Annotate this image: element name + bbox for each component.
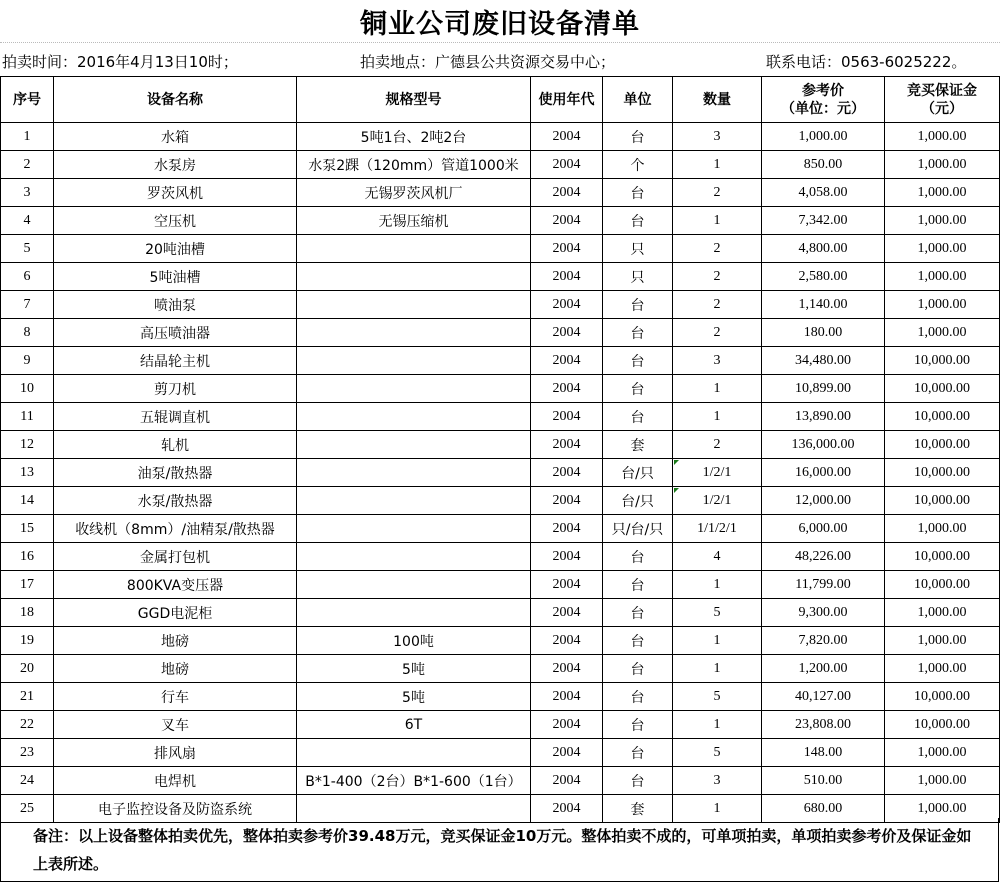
cell-spec[interactable]: 水泵2踝（120mm）管道1000米 [297,151,531,179]
cell-price[interactable]: 10,899.00 [762,375,885,403]
cell-spec[interactable]: 100吨 [297,627,531,655]
cell-price[interactable]: 9,300.00 [762,599,885,627]
cell-price[interactable]: 1,140.00 [762,291,885,319]
cell-name[interactable]: 电子监控设备及防盗系统 [54,795,297,823]
cell-qty[interactable]: 1 [673,795,762,823]
cell-name[interactable]: 地磅 [54,627,297,655]
cell-qty[interactable]: 2 [673,291,762,319]
cell-qty[interactable]: 4 [673,543,762,571]
cell-name[interactable]: 水箱 [54,123,297,151]
cell-spec[interactable] [297,403,531,431]
cell-seq[interactable]: 8 [1,319,54,347]
table-row [1,179,1000,207]
cell-spec[interactable]: 5吨1台、2吨2台 [297,123,531,151]
cell-seq[interactable]: 15 [1,515,54,543]
cell-year[interactable]: 2004 [531,487,603,515]
cell-spec[interactable]: 5吨 [297,655,531,683]
cell-seq[interactable]: 10 [1,375,54,403]
cell-deposit[interactable]: 1,000.00 [885,627,1000,655]
cell-unit[interactable]: 只/台/只 [603,515,673,543]
header-price-line2: （单位：元） [781,100,865,117]
cell-deposit[interactable]: 1,000.00 [885,515,1000,543]
cell-unit[interactable]: 台 [603,683,673,711]
contact-phone: 联系电话：0563-6025222。 [766,53,967,71]
cell-qty[interactable]: 2 [673,319,762,347]
cell-unit[interactable]: 台 [603,347,673,375]
cell-deposit[interactable]: 1,000.00 [885,767,1000,795]
cell-spec[interactable] [297,291,531,319]
cell-qty[interactable]: 1 [673,151,762,179]
cell-unit[interactable]: 台/只 [603,487,673,515]
cell-deposit[interactable]: 1,000.00 [885,319,1000,347]
header-price[interactable] [762,77,885,123]
cell-qty[interactable]: 5 [673,683,762,711]
table-row [1,767,1000,795]
header-spec[interactable]: 规格型号 [297,77,531,123]
cell-seq[interactable]: 24 [1,767,54,795]
table-row [1,683,1000,711]
cell-deposit[interactable]: 1,000.00 [885,291,1000,319]
cell-deposit[interactable]: 10,000.00 [885,403,1000,431]
cell-year[interactable]: 2004 [531,375,603,403]
cell-qty[interactable]: 1 [673,375,762,403]
cell-seq[interactable]: 21 [1,683,54,711]
table-row [1,543,1000,571]
cell-unit[interactable]: 台/只 [603,459,673,487]
cell-qty[interactable]: 1/2/1 [673,459,762,487]
cell-seq[interactable]: 4 [1,207,54,235]
cell-year[interactable]: 2004 [531,543,603,571]
header-name[interactable]: 设备名称 [54,77,297,123]
table-row [1,515,1000,543]
cell-price[interactable]: 6,000.00 [762,515,885,543]
cell-unit[interactable]: 套 [603,795,673,823]
cell-price[interactable]: 23,808.00 [762,711,885,739]
cell-deposit[interactable]: 1,000.00 [885,151,1000,179]
cell-name[interactable]: 收线机（8mm）/油精泵/散热器 [54,515,297,543]
cell-unit[interactable]: 只 [603,263,673,291]
cell-unit[interactable]: 台 [603,179,673,207]
header-deposit-line2: （元） [921,100,963,117]
cell-year[interactable]: 2004 [531,795,603,823]
cell-spec[interactable] [297,375,531,403]
cell-year[interactable]: 2004 [531,347,603,375]
header-row [1,77,1000,123]
cell-qty[interactable]: 1 [673,207,762,235]
cell-seq[interactable]: 13 [1,459,54,487]
cell-name[interactable]: GGD电泥柜 [54,599,297,627]
cell-name[interactable]: 喷油泵 [54,291,297,319]
cell-qty[interactable]: 3 [673,767,762,795]
cell-year[interactable]: 2004 [531,767,603,795]
cell-price[interactable]: 4,058.00 [762,179,885,207]
cell-deposit[interactable]: 1,000.00 [885,655,1000,683]
equipment-table [0,76,1000,823]
table-row [1,599,1000,627]
table-row [1,459,1000,487]
cell-year[interactable]: 2004 [531,291,603,319]
cell-unit[interactable]: 台 [603,319,673,347]
cell-year[interactable]: 2004 [531,123,603,151]
cell-price[interactable]: 16,000.00 [762,459,885,487]
cell-seq[interactable]: 25 [1,795,54,823]
cell-deposit[interactable]: 10,000.00 [885,347,1000,375]
cell-seq[interactable]: 16 [1,543,54,571]
table-body [1,123,1000,823]
cell-seq[interactable]: 9 [1,347,54,375]
cell-qty[interactable]: 2 [673,431,762,459]
cell-name[interactable]: 结晶轮主机 [54,347,297,375]
cell-spec[interactable] [297,347,531,375]
table-row [1,263,1000,291]
cell-unit[interactable]: 台 [603,655,673,683]
cell-seq[interactable]: 11 [1,403,54,431]
table-row [1,347,1000,375]
cell-deposit[interactable]: 1,000.00 [885,207,1000,235]
cell-deposit[interactable]: 1,000.00 [885,263,1000,291]
cell-deposit[interactable]: 10,000.00 [885,711,1000,739]
cell-spec[interactable] [297,487,531,515]
cell-price[interactable]: 2,580.00 [762,263,885,291]
cell-spec[interactable]: 5吨 [297,683,531,711]
cell-unit[interactable]: 台 [603,403,673,431]
cell-name[interactable]: 叉车 [54,711,297,739]
cell-name[interactable]: 水泵/散热器 [54,487,297,515]
cell-deposit[interactable]: 10,000.00 [885,683,1000,711]
cell-spec[interactable] [297,571,531,599]
page-title: 铜业公司废旧设备清单 [360,8,640,40]
cell-qty[interactable]: 1 [673,655,762,683]
cell-deposit[interactable]: 1,000.00 [885,795,1000,823]
cell-qty[interactable]: 5 [673,599,762,627]
cell-year[interactable]: 2004 [531,235,603,263]
cell-unit[interactable]: 台 [603,767,673,795]
table-row [1,151,1000,179]
cell-deposit[interactable]: 10,000.00 [885,571,1000,599]
cell-qty[interactable]: 5 [673,739,762,767]
cell-deposit[interactable]: 1,000.00 [885,739,1000,767]
header-year[interactable]: 使用年代 [531,77,603,123]
cell-spec[interactable] [297,599,531,627]
cell-price[interactable]: 1,200.00 [762,655,885,683]
cell-price[interactable]: 13,890.00 [762,403,885,431]
table-row [1,291,1000,319]
cell-deposit[interactable]: 1,000.00 [885,123,1000,151]
cell-deposit[interactable]: 1,000.00 [885,179,1000,207]
cell-spec[interactable]: 无锡罗茨风机厂 [297,179,531,207]
cell-year[interactable]: 2004 [531,263,603,291]
cell-price[interactable]: 136,000.00 [762,431,885,459]
cell-spec[interactable] [297,319,531,347]
cell-spec[interactable] [297,543,531,571]
cell-spec[interactable] [297,263,531,291]
table-row [1,711,1000,739]
table-row [1,319,1000,347]
cell-seq[interactable]: 22 [1,711,54,739]
cell-name[interactable]: 高压喷油器 [54,319,297,347]
cell-seq[interactable]: 18 [1,599,54,627]
cell-unit[interactable]: 台 [603,599,673,627]
cell-spec[interactable] [297,739,531,767]
cell-year[interactable]: 2004 [531,431,603,459]
cell-spec[interactable] [297,235,531,263]
cell-qty[interactable]: 3 [673,123,762,151]
cell-year[interactable]: 2004 [531,571,603,599]
header-qty[interactable]: 数量 [673,77,762,123]
table-row [1,739,1000,767]
header-deposit[interactable] [885,77,1000,123]
cell-spec[interactable] [297,515,531,543]
table-row [1,627,1000,655]
cell-deposit[interactable]: 10,000.00 [885,487,1000,515]
cell-qty[interactable]: 1/2/1 [673,487,762,515]
cell-price[interactable]: 12,000.00 [762,487,885,515]
cell-seq[interactable]: 6 [1,263,54,291]
auction-info-row [0,42,1000,77]
table-row [1,207,1000,235]
remarks-note[interactable]: 备注：以上设备整体拍卖优先，整体拍卖参考价39.48万元，竞买保证金10万元。整体拍卖不成的，可单项拍卖，单项拍卖参考价及保证金如上表所述。 [0,818,999,882]
cell-price[interactable]: 34,480.00 [762,347,885,375]
cell-name[interactable]: 金属打包机 [54,543,297,571]
table-row [1,655,1000,683]
cell-qty[interactable]: 1 [673,627,762,655]
cell-unit[interactable]: 套 [603,431,673,459]
cell-name[interactable]: 5吨油槽 [54,263,297,291]
cell-seq[interactable]: 17 [1,571,54,599]
cell-year[interactable]: 2004 [531,403,603,431]
cell-name[interactable]: 轧机 [54,431,297,459]
cell-name[interactable]: 行车 [54,683,297,711]
cell-name[interactable]: 排风扇 [54,739,297,767]
cell-seq[interactable]: 20 [1,655,54,683]
cell-name[interactable]: 800KVA变压器 [54,571,297,599]
cell-price[interactable]: 40,127.00 [762,683,885,711]
cell-year[interactable]: 2004 [531,179,603,207]
cell-year[interactable]: 2004 [531,599,603,627]
header-price-line1: 参考价 [802,82,844,99]
cell-deposit[interactable]: 1,000.00 [885,235,1000,263]
table-row [1,571,1000,599]
cell-seq[interactable]: 2 [1,151,54,179]
table-row [1,123,1000,151]
cell-year[interactable]: 2004 [531,459,603,487]
cell-name[interactable]: 罗茨风机 [54,179,297,207]
header-deposit-line1: 竞买保证金 [907,82,977,99]
cell-unit[interactable]: 台 [603,627,673,655]
cell-year[interactable]: 2004 [531,627,603,655]
cell-qty[interactable]: 3 [673,347,762,375]
cell-seq[interactable]: 7 [1,291,54,319]
cell-price[interactable]: 148.00 [762,739,885,767]
cell-year[interactable]: 2004 [531,655,603,683]
cell-seq[interactable]: 5 [1,235,54,263]
cell-year[interactable]: 2004 [531,151,603,179]
cell-seq[interactable]: 23 [1,739,54,767]
cell-price[interactable]: 850.00 [762,151,885,179]
cell-deposit[interactable]: 1,000.00 [885,599,1000,627]
cell-price[interactable]: 4,800.00 [762,235,885,263]
cell-qty[interactable]: 2 [673,179,762,207]
cell-name[interactable]: 20吨油槽 [54,235,297,263]
cell-name[interactable]: 水泵房 [54,151,297,179]
cell-spec[interactable] [297,459,531,487]
cell-year[interactable]: 2004 [531,207,603,235]
cell-spec[interactable]: 6T [297,711,531,739]
cell-qty[interactable]: 2 [673,263,762,291]
cell-deposit[interactable]: 10,000.00 [885,431,1000,459]
cell-qty[interactable]: 1/1/2/1 [673,515,762,543]
cell-price[interactable]: 7,820.00 [762,627,885,655]
cell-seq[interactable]: 12 [1,431,54,459]
cell-seq[interactable]: 19 [1,627,54,655]
cell-year[interactable]: 2004 [531,515,603,543]
cell-spec[interactable]: 无锡压缩机 [297,207,531,235]
cell-price[interactable]: 7,342.00 [762,207,885,235]
cell-spec[interactable]: B*1-400（2台）B*1-600（1台） [297,767,531,795]
cell-price[interactable]: 1,000.00 [762,123,885,151]
cell-unit[interactable]: 台 [603,711,673,739]
cell-deposit[interactable]: 10,000.00 [885,543,1000,571]
auction-time: 拍卖时间：2016年4月13日10时； [2,53,238,71]
cell-name[interactable]: 油泵/散热器 [54,459,297,487]
cell-qty[interactable]: 1 [673,711,762,739]
cell-price[interactable]: 510.00 [762,767,885,795]
cell-spec[interactable] [297,431,531,459]
cell-seq[interactable]: 3 [1,179,54,207]
cell-price[interactable]: 180.00 [762,319,885,347]
cell-year[interactable]: 2004 [531,711,603,739]
table-row [1,487,1000,515]
cell-year[interactable]: 2004 [531,319,603,347]
cell-unit[interactable]: 台 [603,739,673,767]
table-row [1,403,1000,431]
cell-seq[interactable]: 14 [1,487,54,515]
cell-name[interactable]: 空压机 [54,207,297,235]
cell-price[interactable]: 11,799.00 [762,571,885,599]
header-seq[interactable]: 序号 [1,77,54,123]
cell-price[interactable]: 48,226.00 [762,543,885,571]
cell-deposit[interactable]: 10,000.00 [885,459,1000,487]
cell-qty[interactable]: 2 [673,235,762,263]
cell-name[interactable]: 五辊调直机 [54,403,297,431]
cell-qty[interactable]: 1 [673,403,762,431]
cell-name[interactable]: 地磅 [54,655,297,683]
table-row [1,235,1000,263]
cell-unit[interactable]: 台 [603,207,673,235]
header-unit[interactable]: 单位 [603,77,673,123]
cell-unit[interactable]: 只 [603,235,673,263]
cell-name[interactable]: 剪刀机 [54,375,297,403]
cell-name[interactable]: 电焊机 [54,767,297,795]
cell-unit[interactable]: 台 [603,123,673,151]
cell-seq[interactable]: 1 [1,123,54,151]
table-row [1,431,1000,459]
table-row [1,375,1000,403]
cell-year[interactable]: 2004 [531,683,603,711]
cell-unit[interactable]: 台 [603,571,673,599]
cell-year[interactable]: 2004 [531,739,603,767]
cell-unit[interactable]: 个 [603,151,673,179]
auction-place: 拍卖地点：广德县公共资源交易中心； [360,53,616,71]
cell-unit[interactable]: 台 [603,375,673,403]
cell-unit[interactable]: 台 [603,291,673,319]
cell-qty[interactable]: 1 [673,571,762,599]
cell-unit[interactable]: 台 [603,543,673,571]
cell-price[interactable]: 680.00 [762,795,885,823]
cell-deposit[interactable]: 10,000.00 [885,375,1000,403]
